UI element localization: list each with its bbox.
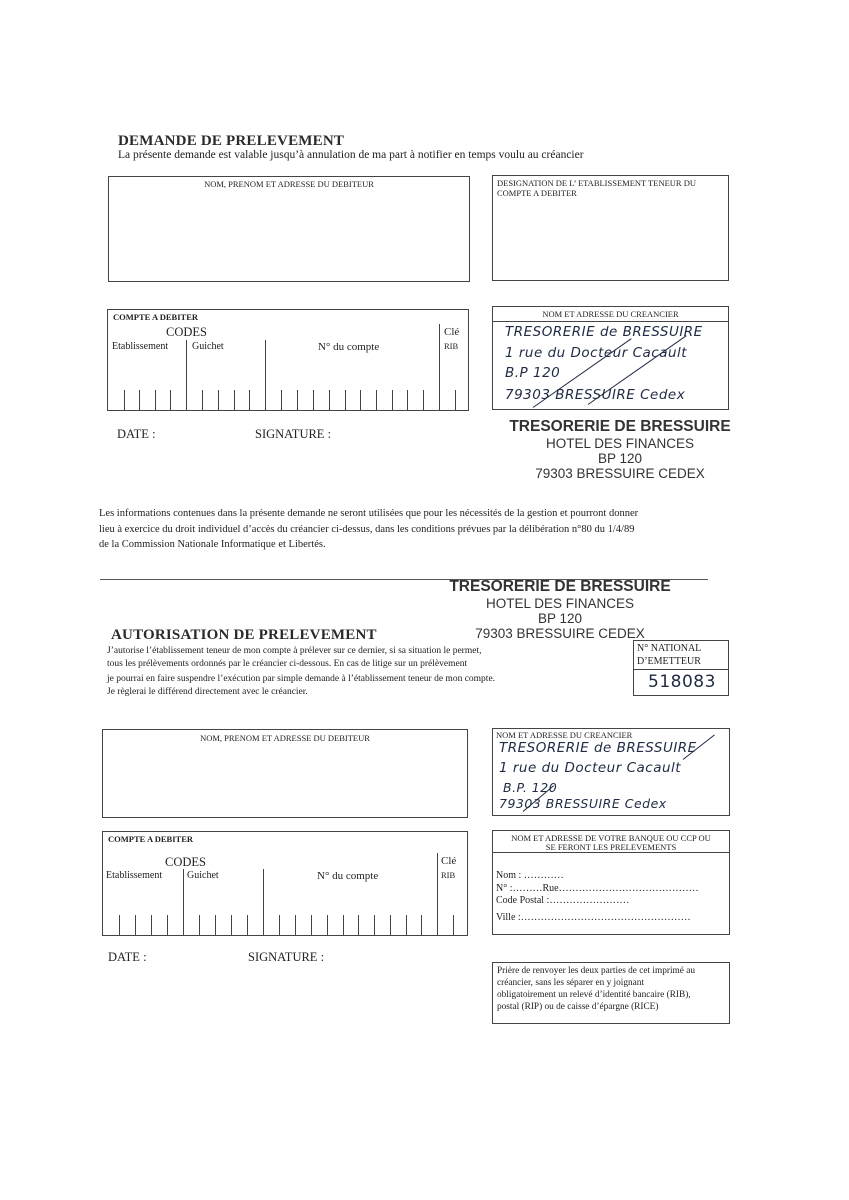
priere-text — [497, 965, 695, 1013]
banque-box[interactable] — [492, 830, 730, 935]
stamp2-line-1: TRESORERIE DE BRESSUIRE — [449, 578, 671, 595]
divider-etab-guichet — [186, 340, 187, 410]
emetteur-label-1: N° NATIONAL — [637, 643, 702, 654]
creancier-handwritten-3: B.P 120 — [505, 365, 561, 381]
autorisation-line-2: tous les prélèvements ordonnés par le créancier ci-dessous. En cas de litige sur un prélèvement — [107, 659, 468, 669]
creancier-handwritten-2: 1 rue du Docteur Cacault — [505, 345, 688, 361]
demande-title: DEMANDE DE PRELEVEMENT — [118, 133, 345, 149]
creancier-handwritten-4: 79303 BRESSUIRE Cedex — [505, 387, 686, 403]
stamp-line-2: HOTEL DES FINANCES — [545, 436, 695, 451]
creancier2-handwritten-4: 79303 BRESSUIRE Cedex — [499, 796, 667, 811]
rib-label-2: RIB — [441, 870, 456, 880]
creancier2-handwritten-2: 1 rue du Docteur Cacault — [499, 760, 682, 776]
etablissement-label: Etablissement — [112, 341, 169, 352]
debiteur-box[interactable] — [108, 176, 470, 282]
date-label: DATE : — [117, 427, 156, 441]
designation-box[interactable] — [492, 175, 729, 281]
priere-line-4: postal (RIP) ou de caisse d’épargne (RICE) — [497, 1002, 659, 1012]
banque-ville-field[interactable]: Ville :…………………………………………… — [496, 912, 691, 923]
emetteur-label-2: D’EMETTEUR — [637, 656, 701, 667]
priere-line-3: obligatoirement un relevé d’identité bancaire (RIB), — [497, 990, 691, 1000]
numero-compte-label-2: N° du compte — [317, 870, 379, 882]
compte-box-2[interactable] — [102, 831, 468, 936]
cnil-line-3: de la Commission Nationale Informatique et Libertés. — [99, 539, 326, 550]
divider-compte-cle — [439, 324, 440, 410]
stamp2-line-2: HOTEL DES FINANCES — [485, 596, 635, 611]
priere-line-1: Prière de renvoyer les deux parties de cet imprimé au — [497, 966, 695, 976]
tresorerie-stamp — [480, 418, 760, 481]
emetteur-divider — [634, 669, 728, 670]
compte-box[interactable] — [107, 309, 469, 411]
creancier-divider — [493, 321, 728, 322]
emetteur-box — [633, 640, 729, 696]
debiteur-label-2: NOM, PRENOM ET ADRESSE DU DEBITEUR — [200, 733, 370, 743]
stamp2-line-4: 79303 BRESSUIRE CEDEX — [475, 626, 645, 641]
creancier-box-2 — [492, 728, 730, 816]
creancier-handwritten-1: TRESORERIE de BRESSUIRE — [505, 324, 703, 340]
autorisation-line-3: je pourrai en faire suspendre l’exécution par simple demande à l’établissement teneur de mon compte. — [107, 674, 496, 684]
divider-guichet-compte — [265, 340, 266, 410]
numero-compte-label: N° du compte — [318, 341, 380, 353]
creancier-box — [492, 306, 729, 410]
autorisation-line-1: J’autorise l’établissement teneur de mon compte à prélever sur ce dernier, si sa situation le permet, — [107, 646, 482, 656]
signature-label: SIGNATURE : — [255, 427, 332, 441]
priere-line-2: créancier, sans les séparer en y joignant — [497, 978, 645, 988]
autorisation-text — [107, 645, 495, 699]
designation-label-1: DESIGNATION DE L’ ETABLISSEMENT TENEUR DU — [497, 178, 696, 188]
creancier-label-2: NOM ET ADRESSE DU CREANCIER — [496, 730, 633, 740]
signature-label-2: SIGNATURE : — [248, 950, 325, 964]
rib-label: RIB — [444, 341, 459, 351]
creancier-label: NOM ET ADRESSE DU CREANCIER — [542, 309, 679, 319]
banque-label-2: SE FERONT LES PRELEVEMENTS — [545, 842, 677, 852]
guichet-label-2: Guichet — [187, 870, 219, 881]
autorisation-title: AUTORISATION DE PRELEVEMENT — [111, 627, 377, 643]
banque-divider — [493, 852, 729, 853]
cle-label-2: Clé — [441, 855, 457, 867]
date-label-2: DATE : — [108, 950, 147, 964]
banque-label-1: NOM ET ADRESSE DE VOTRE BANQUE OU CCP OU — [511, 833, 711, 843]
banque-code-postal-field[interactable]: Code Postal :…………………… — [496, 895, 630, 906]
divider-guichet-compte-2 — [263, 869, 264, 935]
etablissement-label-2: Etablissement — [106, 870, 163, 881]
cnil-notice — [99, 506, 759, 553]
creancier2-handwritten-1: TRESORERIE de BRESSUIRE — [499, 740, 697, 756]
creancier2-handwritten-3: B.P. 120 — [503, 780, 558, 795]
compte-label-2: COMPTE A DEBITER — [108, 834, 194, 844]
priere-box — [492, 962, 730, 1024]
demande-subtitle: La présente demande est valable jusqu’à annulation de ma part à notifier en temps voulu au créancier — [118, 149, 584, 161]
tresorerie-stamp-2 — [420, 578, 700, 641]
compte-label: COMPTE A DEBITER — [113, 312, 199, 322]
cnil-line-2: lieu à exercice du droit individuel d’accès du créancier ci-dessus, dans les conditions prévues par la délibération n°80 du 1/4/89 — [99, 523, 635, 535]
debiteur-label: NOM, PRENOM ET ADRESSE DU DEBITEUR — [204, 179, 374, 189]
stamp-line-3: BP 120 — [597, 451, 643, 466]
cle-label: Clé — [444, 326, 460, 338]
cnil-line-1: Les informations contenues dans la présente demande ne seront utilisées que pour les nécessités de la gestion et pourront donner — [99, 508, 639, 519]
banque-nom-field[interactable]: Nom : ………… — [496, 870, 564, 881]
divider-etab-guichet-2 — [183, 869, 184, 935]
codes-label: CODES — [166, 325, 207, 339]
codes-label-2: CODES — [165, 855, 206, 869]
autorisation-line-4: Je règlerai le différend directement avec le créancier. — [107, 687, 308, 697]
emetteur-number: 518083 — [648, 672, 716, 692]
stamp2-line-3: BP 120 — [537, 611, 583, 626]
guichet-label: Guichet — [192, 341, 224, 352]
stamp-line-1: TRESORERIE DE BRESSUIRE — [509, 418, 731, 435]
divider-compte-cle-2 — [437, 853, 438, 935]
banque-rue-field[interactable]: N° :………Rue…………………………………… — [496, 883, 699, 894]
designation-label-2: COMPTE A DEBITER — [497, 188, 577, 198]
debiteur-box-2[interactable] — [102, 729, 468, 818]
stamp-line-4: 79303 BRESSUIRE CEDEX — [535, 466, 705, 481]
